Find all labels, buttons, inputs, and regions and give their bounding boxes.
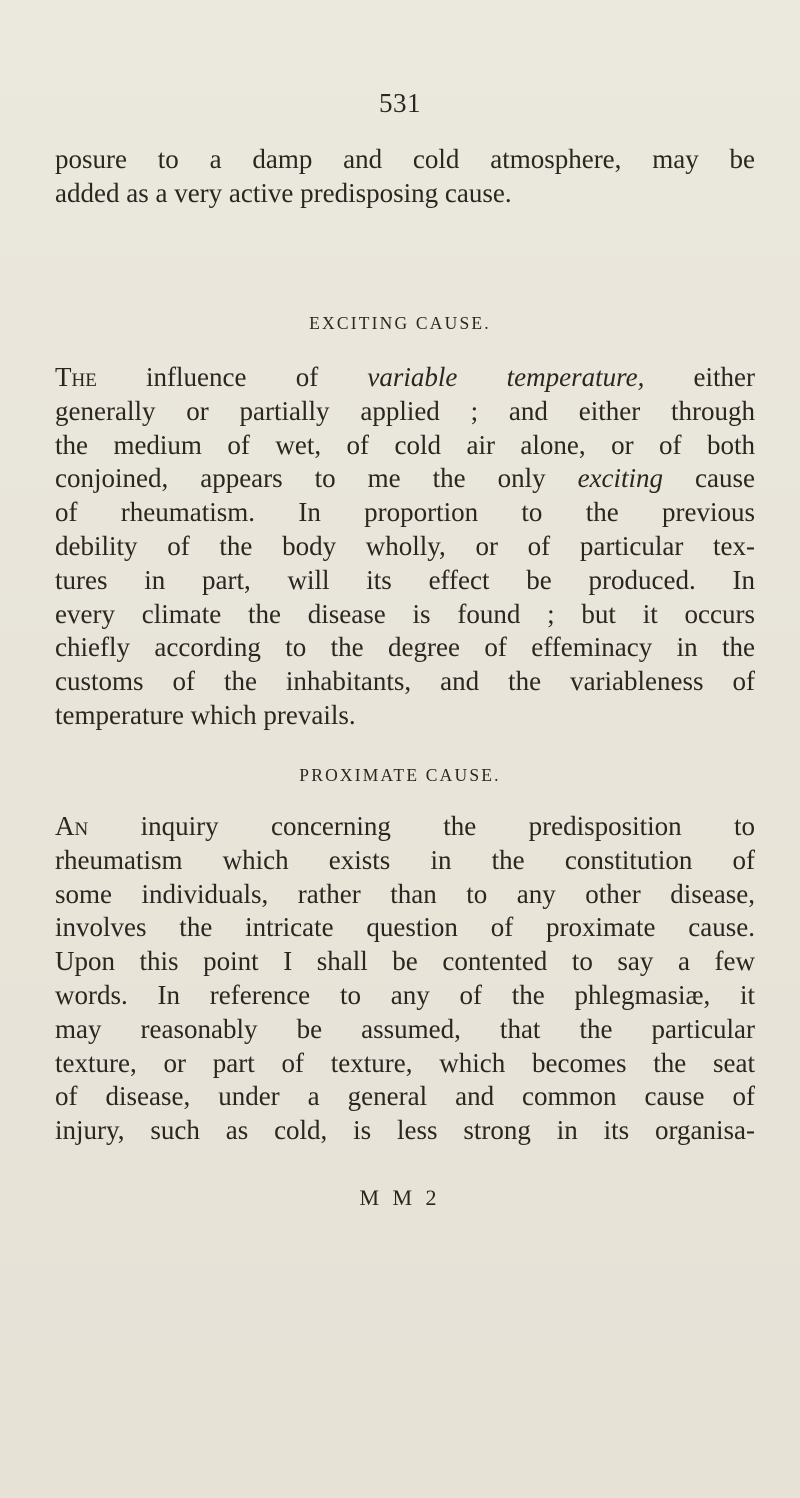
text-line: customs of the inhabitants, and the variableness of [55,666,755,697]
text-line: involves the intricate question of proximate cause. [55,912,755,943]
text-line: added as a very active predisposing cause. [55,177,512,208]
signature-mark: M M 2 [359,1185,441,1210]
text-line: words. In reference to any of the phlegmasiæ, it [55,979,755,1010]
text-line: debility of the body wholly, or of particular tex- [55,530,755,561]
section-heading-exciting-cause: EXCITING CAUSE. [309,313,491,333]
text-line: posure to a damp and cold atmosphere, may be [55,144,755,174]
text-line: some individuals, rather than to any other disease, [55,878,755,909]
lead-word: An [55,811,89,841]
page-number: 531 [379,88,421,118]
text-line: every climate the disease is found ; but it occurs [55,598,755,629]
exciting-cause-paragraph [55,361,755,733]
text-line: tures in part, will its effect be produced. In [55,564,755,595]
emphasis: variable temperature, [367,362,645,392]
text-line: injury, such as cold, is less strong in its organisa- [55,1115,755,1146]
text-line: texture, or part of texture, which becomes the seat [55,1047,755,1078]
text-line: chiefly according to the degree of effeminacy in the [55,632,755,663]
text-line: The influence of variable temperature, either [55,362,756,392]
text-line: Upon this point I shall be contented to say a few [55,946,755,977]
text-line: conjoined, appears to me the only exciting cause [55,463,755,494]
text-line: temperature which prevails. [55,699,356,730]
text-line: may reasonably be assumed, that the particular [55,1013,755,1044]
emphasis: exciting [577,463,664,494]
text-line: the medium of wet, of cold air alone, or of both [55,429,755,460]
text-line: An inquiry concerning the predisposition to [55,811,755,841]
text-line: of rheumatism. In proportion to the previous [55,497,755,528]
opening-paragraph [55,143,755,211]
section-heading-proximate-cause: PROXIMATE CAUSE. [299,765,501,785]
text-line: generally or partially applied ; and either through [55,395,755,426]
text-line: rheumatism which exists in the constitution of [55,844,755,875]
lead-word: The [55,362,97,392]
proximate-cause-paragraph [55,810,755,1148]
text-line: of disease, under a general and common cause of [55,1081,755,1112]
